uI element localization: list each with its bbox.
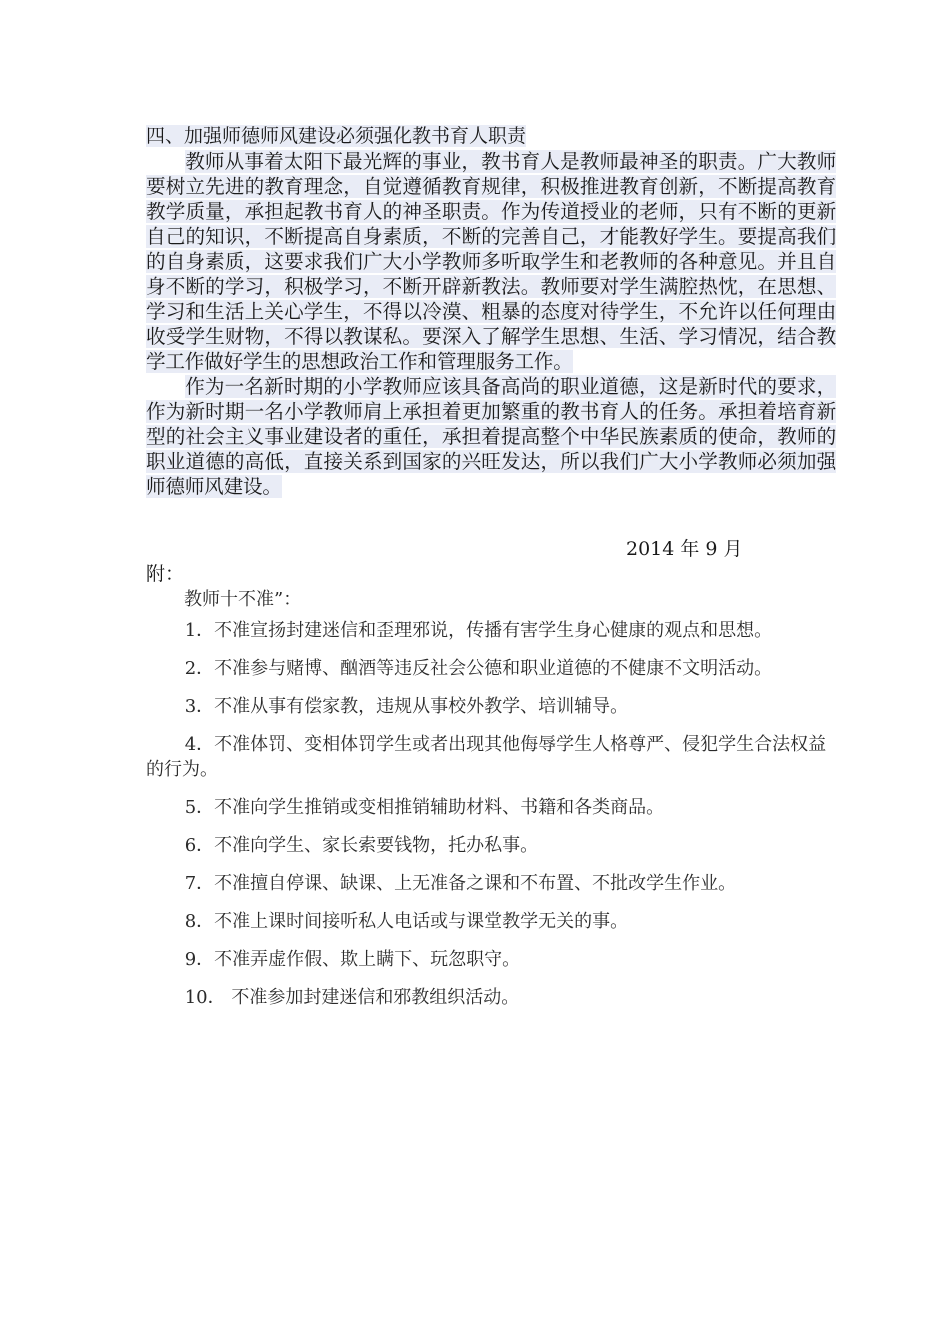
body-paragraph-1 [146,149,836,374]
rule-item-6: 6．不准向学生、家长索要钱物，托办私事。 [184,835,539,856]
rule-item-7: 7．不准擅自停课、缺课、上无准备之课和不布置、不批改学生作业。 [184,873,737,894]
body-paragraph-1-text: 教师从事着太阳下最光辉的事业，教书育人是教师最神圣的职责。广大教师要树立先进的教育理念，自觉遵循教育规律，积极推进教育创新，不断提高教育教学质量，承担起教书育人的神圣职责。作为传道授业的老师，只有不断的更新自己的知识，不断提高自身素质，不断的完善自己，才能教好学生。要提高我们的自身素质，这要求我们广大小学教师多听取学生和老教师的各种意见。并且自身不断的学习，积极学习，不断开辟新教法。教师要对学生满腔热忱，在思想、学习和生活上关心学生，不得以冷漠、粗暴的态度对待学生，不允许以任何理由收受学生财物，不得以教谋私。要深入了解学生思想、生活、学习情况，结合教学工作做好学生的思想政治工作和管理服务工作。 [146,150,836,373]
section-heading-text: 四、加强师德师风建设必须强化教书育人职责 [146,125,527,147]
rule-item-2: 2．不准参与赌博、酗酒等违反社会公德和职业道德的不健康不文明活动。 [184,658,773,679]
rule-item-9: 9．不准弄虚作假、欺上瞒下、玩忽职守。 [184,949,521,970]
section-heading [146,124,836,149]
rule-item-3: 3．不准从事有偿家教，违规从事校外教学、培训辅导。 [184,696,629,717]
body-paragraph-2-text: 作为一名新时期的小学教师应该具备高尚的职业道德，这是新时代的要求，作为新时期一名小学教师肩上承担着更加繁重的教书育人的任务。承担着培育新型的社会主义事业建设者的重任，承担着提高整个中华民族素质的使命，教师的职业道德的高低，直接关系到国家的兴旺发达，所以我们广大小学教师必须加强师德师风建设。 [146,375,836,498]
document-date: 2014 年 9 月 [626,538,743,560]
rules-list [146,618,836,1010]
attachment-label: 附： [146,563,185,585]
rule-item-1: 1．不准宣扬封建迷信和歪理邪说，传播有害学生身心健康的观点和思想。 [184,620,773,641]
rule-item-4: 4．不准体罚、变相体罚学生或者出现其他侮辱学生人格尊严、侵犯学生合法权益的行为。 [146,734,827,780]
document-page [146,124,836,1023]
body-paragraph-2 [146,374,836,499]
rule-item-10: 10． 不准参加封建迷信和邪教组织活动。 [184,987,520,1008]
rules-title: 教师十不准”： [184,589,302,610]
rule-item-5: 5．不准向学生推销或变相推销辅助材料、书籍和各类商品。 [184,797,665,818]
rule-item-8: 8．不准上课时间接听私人电话或与课堂教学无关的事。 [184,911,629,932]
